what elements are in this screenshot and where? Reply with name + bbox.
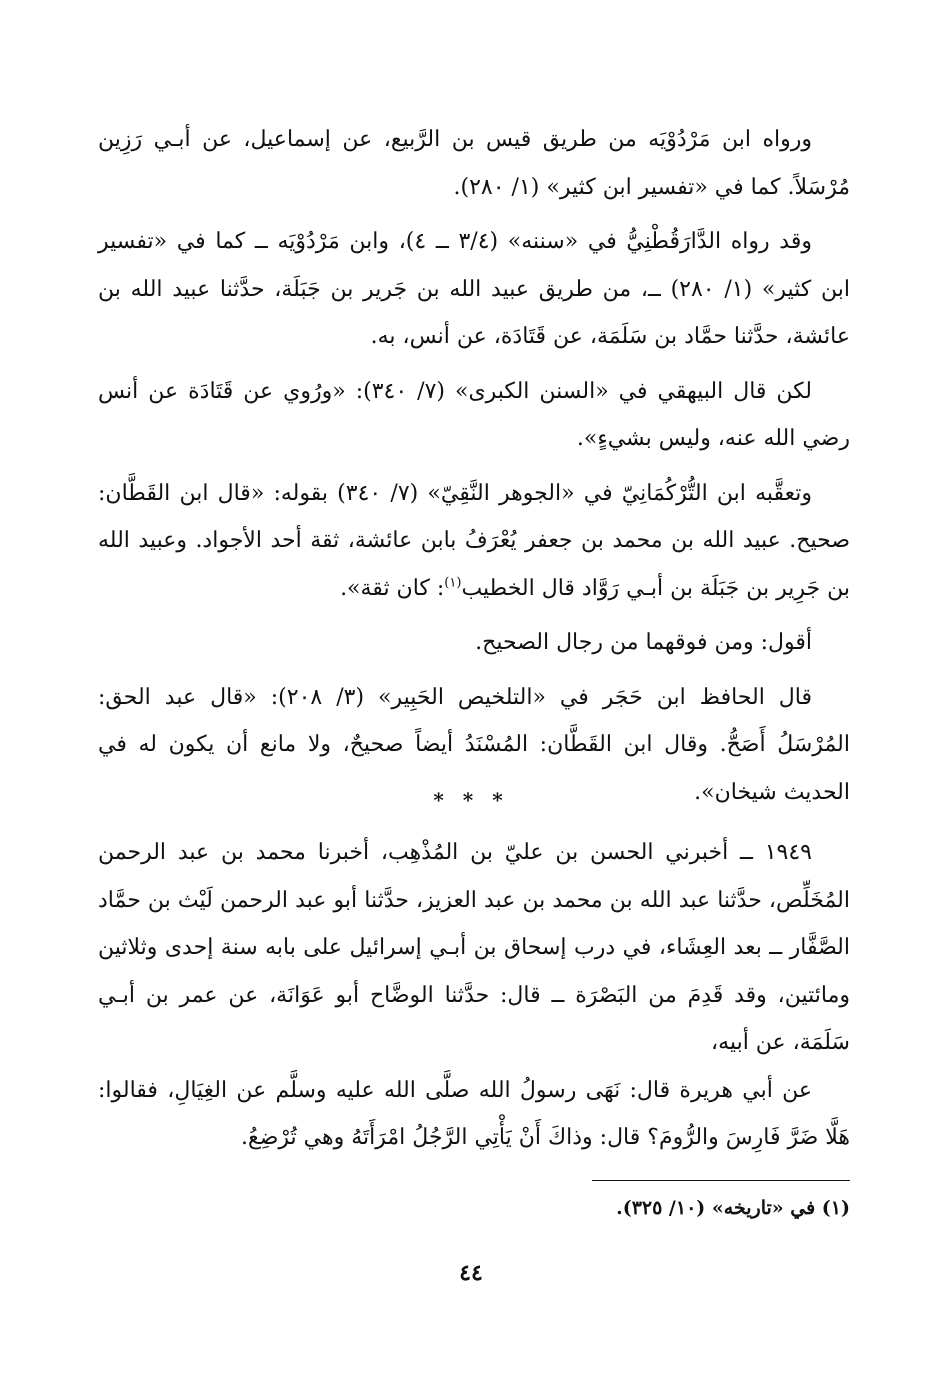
turkmani-text: وتعقَّبه ابن التُّرْكُمَانِيّ في «الجوهر النَّقِيّ» (٧/ ٣٤٠) بقوله: «قال ابن القَطَّان: صحيح. عبيد الله بن محمد بن جعفر يُعْرَفُ بابن عائشة، ثقة أحد الأجواد. وعبيد الله بن جَرِير بن جَبَلَة بن أبـي رَوَّاد قال الخطيب <box>98 480 850 601</box>
section-separator: * * * <box>433 788 509 812</box>
footnote-divider <box>592 1180 850 1181</box>
turkmani-text-end: : كان ثقة». <box>340 575 445 601</box>
main-text-section <box>98 116 850 816</box>
paragraph-aqulu: أقول: ومن فوقهما من رجال الصحيح. <box>475 630 812 655</box>
paragraph-ibn-hajar: قال الحافظ ابن حَجَر في «التلخيص الحَبِير» (٣/ ٢٠٨): «قال عبد الحق: المُرْسَلُ أَصَحُّ. وقال ابن القَطَّان: المُسْنَدُ أيضاً صحيحٌ، ولا مانع أن يكون له في الحديث شيخان». <box>98 684 850 805</box>
paragraph-turkmani <box>98 470 850 613</box>
hadith-section <box>98 829 850 1162</box>
paragraph-hadith-isnad: ١٩٤٩ ــ أخبرني الحسن بن عليّ بن المُذْهِب، أخبرنا محمد بن عبد الرحمن المُخَلِّص، حدَّثنا عبد الله بن محمد بن عبد العزيز، حدَّثنا أبو عبد الرحمن لَيْث بن حمَّاد الصَّفَّار ــ بعد العِشَاء، في درب إسحاق بن أبـي إسرائيل على بابه سنة إحدى وثلاثين ومائتين، وقد قَدِمَ من البَصْرَة ــ قال: حدَّثنا الوضَّاح أبو عَوَانَة، عن عمر بن أبـي سَلَمَة، عن أبيه، <box>98 840 850 1055</box>
footnote-marker: (١) <box>444 575 462 591</box>
paragraph-bayhaqi: لكن قال البيهقي في «السنن الكبرى» (٧/ ٣٤٠): «ورُوي عن قَتَادَة عن أنس رضي الله عنه، وليس بشيءٍ». <box>98 378 850 451</box>
paragraph-hadith-matn: عن أبي هريرة قال: نَهَى رسولُ الله صلَّى الله عليه وسلَّم عن الغِيَالِ، فقالوا: هَلَّا ضَرَّ فَارِسَ والرُّومَ؟ قال: وذاكَ أَنْ يَأْتِي الرَّجُلُ امْرَأَتَهُ وهي تُرْضِعُ. <box>98 1077 850 1150</box>
paragraph-daraqutni: وقد رواه الدَّارَقُطْنِيُّ في «سننه» (٣/٤ ــ ٤)، وابن مَرْدُوْيَه ــ كما في «تفسير ابن كثير» (١/ ٢٨٠) ــ، من طريق عبيد الله بن جَرير بن جَبَلَة، حدَّثنا عبيد الله بن عائشة، حدَّثنا حمَّاد بن سَلَمَة، عن قَتَادَة، عن أنس، به. <box>98 229 851 349</box>
paragraph-ibn-marduwayh: ورواه ابن مَرْدُوْيَه من طريق قيس بن الرَّبيع، عن إسماعيل، عن أبـي رَزِين مُرْسَلاً. كما في «تفسير ابن كثير» (١/ ٢٨٠). <box>98 127 850 200</box>
footnote: (١) في «تاريخه» (١٠/ ٣٢٥). <box>616 1197 850 1219</box>
page-number: ٤٤ <box>459 1260 483 1286</box>
